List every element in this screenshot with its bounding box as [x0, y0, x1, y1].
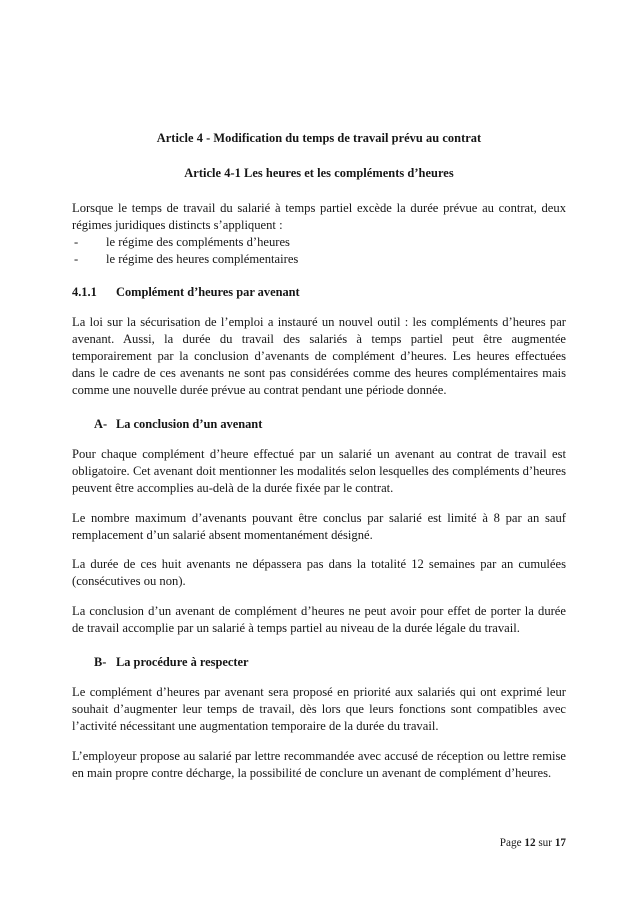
- subsection-title-a: La conclusion d’un avenant: [116, 416, 263, 431]
- list-item-label: le régime des compléments d’heures: [106, 235, 290, 250]
- section-heading-411: [72, 284, 566, 301]
- footer-prefix: Page: [499, 837, 525, 849]
- list-item: [72, 234, 566, 251]
- paragraph-a1: Pour chaque complément d’heure effectué par un salarié un avenant au contrat de travail est obligatoire. Cet avenant doit mentionner les modalités selon lesquelles des compléments d’heures peuvent être accomplies au-delà de la durée fixée par le contrat.: [72, 447, 566, 495]
- page-footer: [72, 836, 566, 851]
- paragraph-411: La loi sur la sécurisation de l’emploi a instauré un nouvel outil : les compléments d’heures par avenant. Aussi, la durée du travail des salariés à temps partiel peut être augmentée temporairement par la conclusion d’avenants de complément d’heures. Les heures effectuées dans le cadre de ces avenants ne sont pas considérées comme des heures complémentaires mais comme une nouvelle durée prévue au contrat pendant une période donnée.: [72, 315, 566, 397]
- dash-bullet-icon: -: [74, 251, 79, 266]
- page-content: [72, 130, 566, 781]
- section-title: Complément d’heures par avenant: [116, 284, 300, 299]
- list-item: [72, 251, 566, 268]
- article-subtitle: Article 4-1 Les heures et les compléments d’heures: [184, 165, 454, 180]
- footer-current-page: 12: [524, 837, 536, 849]
- subsection-heading-a: [72, 416, 566, 433]
- paragraph-a2: Le nombre maximum d’avenants pouvant être conclus par salarié est limité à 8 par an sauf remplacement d’un salarié absent momentanément désigné.: [72, 510, 566, 542]
- paragraph-b1: Le complément d’heures par avenant sera proposé en priorité aux salariés qui ont exprimé leur souhait d’augmenter leur temps de travail, dès lors que leurs fonctions sont compatibles avec l’activité nécessitant une augmentation temporaire de la durée du travail.: [72, 685, 566, 733]
- paragraph-a4: La conclusion d’un avenant de complément d’heures ne peut avoir pour effet de porter la durée de travail accomplie par un salarié à temps partiel au niveau de la durée légale du travail.: [72, 603, 566, 635]
- paragraph-b2: L’employeur propose au salarié par lettre recommandée avec accusé de réception ou lettre remise en main propre contre décharge, la possibilité de conclure un avenant de complément d’heures.: [72, 748, 566, 780]
- intro-paragraph: Lorsque le temps de travail du salarié à temps partiel excède la durée prévue au contrat, deux régimes juridiques distincts s’appliquent :: [72, 201, 566, 233]
- subsection-title-b: La procédure à respecter: [116, 654, 249, 669]
- section-number: 4.1.1: [72, 284, 97, 299]
- dash-bullet-icon: -: [74, 235, 79, 250]
- paragraph-a3: La durée de ces huit avenants ne dépassera pas dans la totalité 12 semaines par an cumulées (consécutives ou non).: [72, 557, 566, 589]
- footer-total-pages: 17: [554, 837, 566, 849]
- subsection-letter-a: A-: [94, 416, 108, 431]
- subsection-heading-b: [72, 654, 566, 671]
- list-item-label: le régime des heures complémentaires: [106, 251, 299, 266]
- subsection-letter-b: B-: [94, 654, 107, 669]
- footer-separator: sur: [535, 837, 555, 849]
- regime-list: [72, 234, 566, 268]
- article-title: Article 4 - Modification du temps de travail prévu au contrat: [156, 131, 482, 145]
